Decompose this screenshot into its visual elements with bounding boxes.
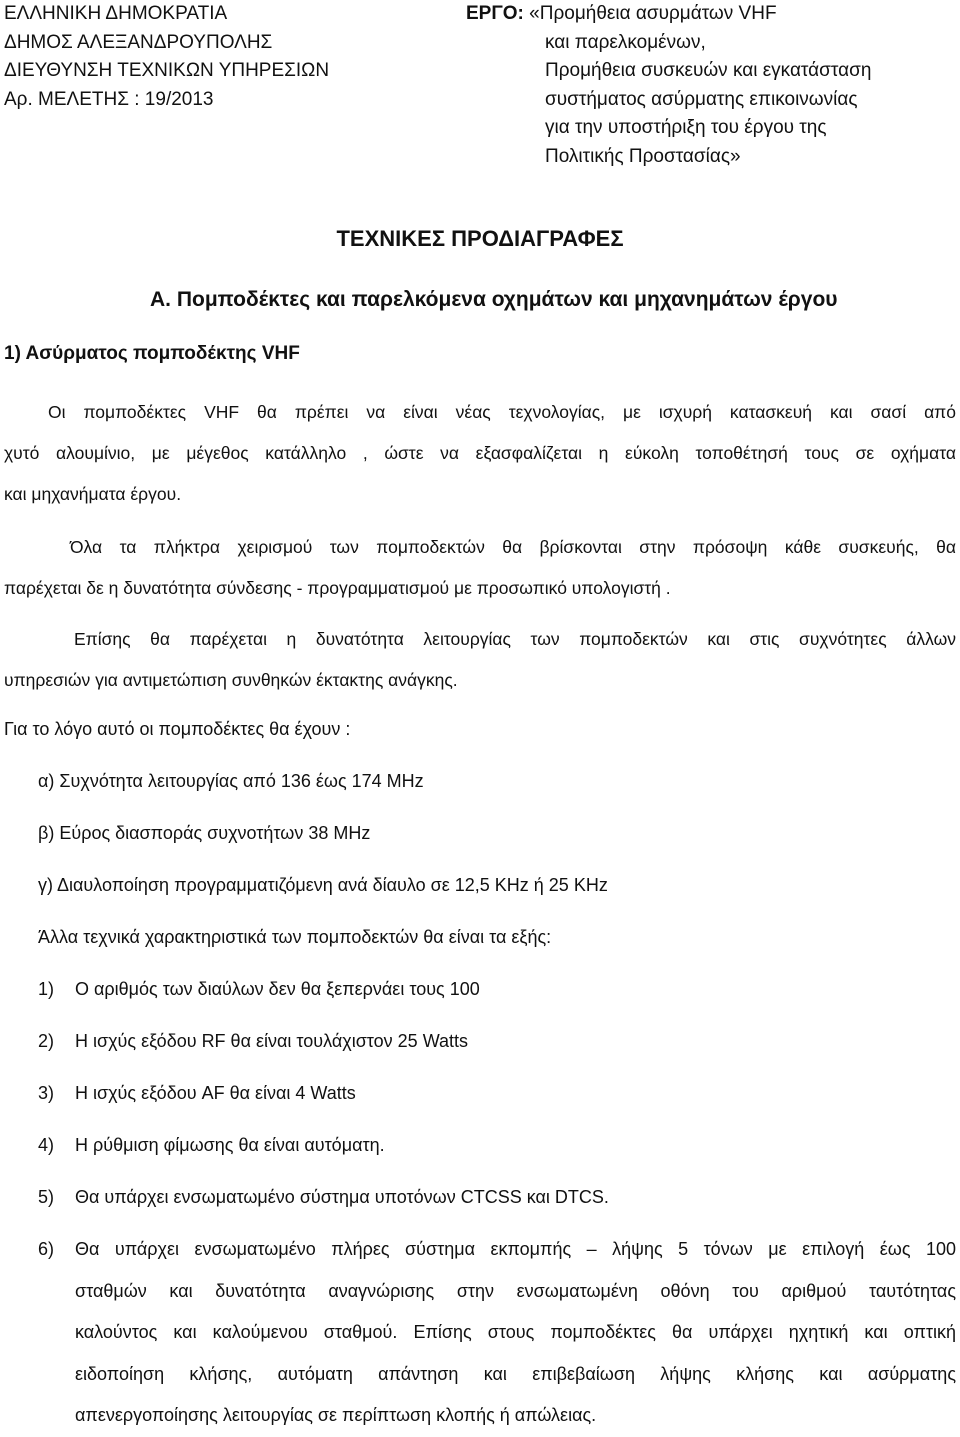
item-text: Η ρύθμιση φίμωσης θα είναι αυτόματη. <box>75 1135 385 1155</box>
lettered-item: γ) Διαυλοποίηση προγραμματιζόμενη ανά δίαυλο σε 12,5 KHz ή 25 KHz <box>38 875 608 895</box>
header-left-line: ΕΛΛΗΝΙΚΗ ΔΗΜΟΚΡΑΤΙΑ <box>4 3 228 24</box>
paragraph-2 <box>4 527 956 609</box>
item-number: 5) <box>38 1187 55 1207</box>
header-left-line: Αρ. ΜΕΛΕΤΗΣ : 19/2013 <box>4 88 214 110</box>
item-number: 3) <box>38 1083 55 1103</box>
document-title-text: ΤΕΧΝΙΚΕΣ ΠΡΟΔΙΑΓΡΑΦΕΣ <box>336 226 624 251</box>
project-label: ΕΡΓΟ: <box>466 3 524 24</box>
header-left-line: ΔΙΕΥΘΥΝΣΗ ΤΕΧΝΙΚΩΝ ΥΠΗΡΕΣΙΩΝ <box>4 60 330 81</box>
other-specs-intro: Άλλα τεχνικά χαρακτηριστικά των πομποδεκτών θα είναι τα εξής: <box>38 927 552 947</box>
paragraph-line: παρέχεται δε η δυνατότητα σύνδεσης - προγραμματισμού με προσωπικό υπολογιστή . <box>4 578 671 598</box>
paragraph-line: Επίσης θα παρέχεται η δυνατότητα λειτουργίας των πομποδεκτών και στις συχνότητες άλλων <box>74 629 956 649</box>
header-left <box>4 0 329 114</box>
item-number: 4) <box>38 1135 55 1155</box>
paragraph-3 <box>4 619 956 701</box>
project-title-line: Προμήθεια συσκευών και εγκατάσταση <box>545 60 872 81</box>
project-title-line: Πολιτικής Προστασίας» <box>545 145 741 167</box>
project-title-line: και παρελκομένων, <box>545 31 706 53</box>
paragraph-line: χυτό αλουμίνιο, με μέγεθος κατάλληλο , ώστε να εξασφαλίζεται η εύκολη τοποθέτησή τους σε οχήματα <box>4 443 956 463</box>
item-text: Η ισχύς εξόδου AF θα είναι 4 Watts <box>75 1083 356 1103</box>
item-line: καλούντος και καλούμενου σταθμού. Επίσης στους πομποδέκτες θα υπάρχει ηχητική και οπτική <box>75 1322 956 1342</box>
lettered-item: α) Συχνότητα λειτουργίας από 136 έως 174 MHz <box>38 771 424 791</box>
paragraph-line: Οι πομποδέκτες VHF θα πρέπει να είναι νέας τεχνολογίας, με ισχυρή κατασκευή και σασί από <box>48 402 956 422</box>
item-line: απενεργοποίησης λειτουργίας σε περίπτωση κλοπής ή απώλειας. <box>75 1405 597 1425</box>
item-number: 1) <box>38 979 55 999</box>
item-line: σταθμών και δυνατότητα αναγνώρισης στην ενσωματωμένη οθόνη του αριθμού ταυτότητας <box>75 1280 956 1301</box>
paragraph-line: υπηρεσιών για αντιμετώπιση συνθηκών έκτακτης ανάγκης. <box>4 670 458 690</box>
header-right <box>466 0 871 171</box>
project-title-line: «Προμήθεια ασυρμάτων VHF <box>529 3 777 24</box>
item-line: ειδοποίηση κλήσης, αυτόματη απάντηση και επιβεβαίωση λήψης κλήσης και ασύρματης <box>75 1363 956 1384</box>
item-line: Θα υπάρχει ενσωματωμένο πλήρες σύστημα εκπομπής – λήψης 5 τόνων με επιλογή έως 100 <box>75 1239 956 1259</box>
item-number: 6) <box>38 1239 55 1259</box>
list-intro: Για το λόγο αυτό οι πομποδέκτες θα έχουν : <box>4 719 351 739</box>
lettered-item: β) Εύρος διασποράς συχνοτήτων 38 MHz <box>38 823 371 843</box>
item-text: Θα υπάρχει ενσωματωμένο σύστημα υποτόνων CTCSS και DTCS. <box>75 1187 609 1207</box>
section-a-heading: Α. Πομποδέκτες και παρελκόμενα οχημάτων και μηχανημάτων έργου <box>150 288 838 311</box>
document-title <box>0 226 960 252</box>
project-title-line: συστήματος ασύρματης επικοινωνίας <box>545 88 858 110</box>
project-line <box>466 0 871 29</box>
project-title-line: για την υποστήριξη του έργου της <box>545 117 827 138</box>
item-number: 2) <box>38 1031 55 1051</box>
item-text: Ο αριθμός των διαύλων δεν θα ξεπερνάει τους 100 <box>75 979 480 999</box>
header-left-line: ΔΗΜΟΣ ΑΛΕΞΑΝΔΡΟΥΠΟΛΗΣ <box>4 31 273 53</box>
item-body <box>75 1229 956 1437</box>
paragraph-line: και μηχανήματα έργου. <box>4 484 182 504</box>
item-text: Η ισχύς εξόδου RF θα είναι τουλάχιστον 25 Watts <box>75 1031 469 1051</box>
paragraph-1 <box>4 392 956 515</box>
subsection-heading: 1) Ασύρματος πομποδέκτης VHF <box>4 343 300 364</box>
paragraph-line: Όλα τα πλήκτρα χειρισμού των πομποδεκτών θα βρίσκονται στην πρόσοψη κάθε συσκευής, θα <box>70 537 956 557</box>
